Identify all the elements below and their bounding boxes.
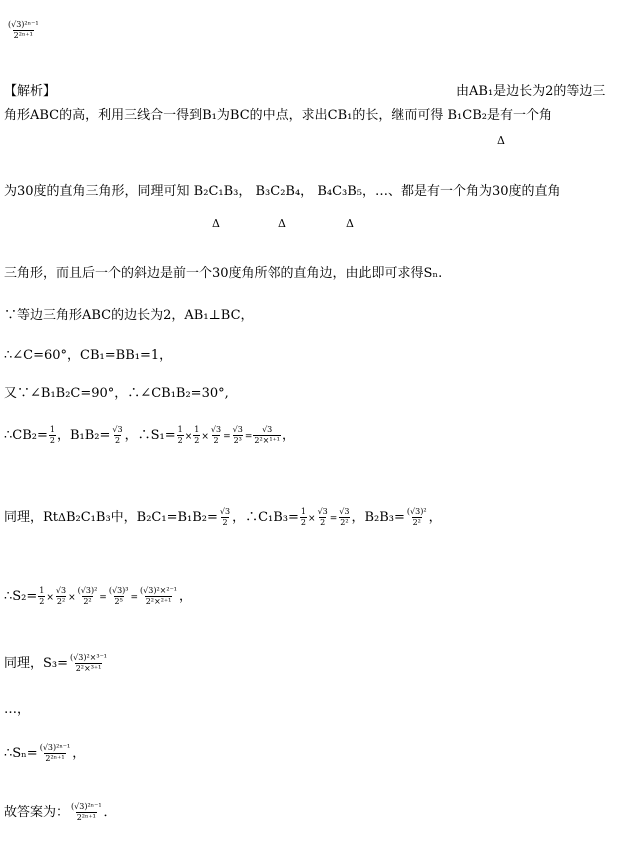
text-c1b3: ，∴C₁B₃= <box>232 510 299 525</box>
triangle-symbol: Δ <box>58 511 66 524</box>
fraction-denominator: 2 <box>194 436 200 445</box>
fraction-denominator: 2⁵ <box>114 597 123 606</box>
fraction-denominator: 2 <box>213 436 219 445</box>
fraction-denominator: 2 <box>49 436 55 445</box>
fraction-numerator: √3 <box>317 507 328 516</box>
proof-line-3: 又∵∠B₁B₂C=90°，∴∠CB₁B₂=30°, <box>4 386 229 401</box>
fraction-numerator: 1 <box>177 425 183 434</box>
proof-line-5: 同理，RtΔB₂C₁B₃中，B₂C₁=B₁B₂= $\frac{√3}{2}$ ，∴C₁B₃= $\frac{1}{2}$ × $\frac{√3}{2}$ = $\frac{√3}{\text{2²}}$ ，B₂B₃= $\frac{\text{(√3)²}}{\text{2²}}$ ， <box>4 507 442 527</box>
fraction-denominator: 2² <box>340 518 349 527</box>
text-sn: ∴Sₙ= <box>4 746 38 761</box>
fraction-numerator: 1 <box>49 425 55 434</box>
text-s2: ∴S₂= <box>4 589 38 604</box>
proof-line-2: ∴∠C=60°，CB₁=BB₁=1， <box>4 348 173 363</box>
fraction-denominator: 2 <box>177 436 183 445</box>
fraction-one-half <box>300 507 307 528</box>
proof-line-10 <box>4 801 117 823</box>
fraction-numerator: (√3)²×²⁻¹ <box>140 586 178 595</box>
fraction-numerator: (√3)²ⁿ⁻¹ <box>71 802 102 811</box>
fraction-denominator: 2²×²⁺¹ <box>145 597 172 606</box>
fraction-root3-over-2 <box>317 507 329 528</box>
fraction-answer <box>70 802 103 823</box>
text-s1: ，∴S₁= <box>124 428 176 443</box>
fraction-denominator: 2 <box>114 436 121 445</box>
triangle-symbol: Δ <box>346 217 354 230</box>
proof-line-7 <box>4 652 109 674</box>
fraction-denominator: 2 <box>300 518 307 527</box>
fraction-denominator: 2 <box>320 518 326 527</box>
top-result-numerator: (√3)²ⁿ⁻¹ <box>8 20 39 29</box>
fraction-denominator: 2²ⁿ⁺¹ <box>76 813 96 822</box>
fraction-s2-a <box>55 586 67 607</box>
punctuation: ， <box>282 428 296 443</box>
top-result-denominator: 2²ⁿ⁺¹ <box>13 31 33 40</box>
fraction-root3-over-2 <box>111 425 123 446</box>
fraction-numerator: 1 <box>39 586 45 595</box>
fraction-numerator: √3 <box>339 507 350 516</box>
text-b2b3: ，B₂B₃= <box>351 510 405 525</box>
fraction-denominator: 2²×¹⁺¹ <box>254 436 280 445</box>
fraction-numerator: (√3)³ <box>108 586 129 595</box>
fraction-s2-b <box>77 586 99 607</box>
fraction-numerator: √3 <box>112 425 123 434</box>
fraction-root3-sq-over-2-sq <box>406 507 428 528</box>
proof-line-8: …， <box>4 702 31 717</box>
analysis-line-4: 三角形，而且后一个的斜边是前一个30度角所邻的直角边，由此即可求得Sₙ. <box>4 266 443 281</box>
proof-line-1: ∵等边三角形ABC的边长为2，AB₁⊥BC， <box>4 308 254 323</box>
fraction-denominator: 2 <box>39 597 45 606</box>
fraction-s1-result <box>253 425 281 446</box>
fraction-denominator: 2 <box>222 518 228 527</box>
fraction-numerator: √3 <box>210 425 222 434</box>
text-cb2: ∴CB₂= <box>4 428 48 443</box>
fraction-numerator: √3 <box>232 425 243 434</box>
fraction-one-half <box>38 586 45 607</box>
fraction-numerator: √3 <box>219 507 231 516</box>
fraction-denominator: 2² <box>56 597 66 606</box>
text-b2c1: B₂C₁B₃中，B₂C₁=B₁B₂= <box>65 510 218 525</box>
punctuation: ， <box>72 746 86 761</box>
fraction-denominator: 2²×³⁺¹ <box>75 664 102 673</box>
fraction-one-half <box>193 425 200 446</box>
analysis-line-3: 为30度的直角三角形，同理可知 B₂C₁B₃， B₃C₂B₄， B₄C₃B₅，…、都是有一个角为30度的直角 <box>4 184 561 199</box>
punctuation: ， <box>179 589 193 604</box>
fraction-numerator: √3 <box>262 425 273 434</box>
fraction-root3-over-2-cubed <box>232 425 244 446</box>
fraction-root3-over-2 <box>219 507 231 528</box>
fraction-denominator: 2² <box>412 518 421 527</box>
punctuation: ． <box>103 805 117 820</box>
fraction-numerator: (√3)² <box>406 507 427 516</box>
fraction-one-half <box>49 425 56 446</box>
fraction-numerator: 1 <box>194 425 200 434</box>
fraction-denominator: 2² <box>83 597 92 606</box>
text-s3: 同理，S₃= <box>4 656 69 671</box>
fraction-root3-over-2 <box>210 425 222 446</box>
fraction-denominator: 2²ⁿ⁺¹ <box>45 754 65 763</box>
fraction-root3-over-2-squared <box>338 507 350 528</box>
triangle-symbol: Δ <box>212 217 220 230</box>
proof-line-6: ∴S₂= $\frac{1}{2}$ × $\frac{√3}{\text{2²}}$ × $\frac{\text{(√3)²}}{\text{2²}}$ = $\frac{\text{(√3)³}}{\text{2⁵}}$ = $\frac{\text{(√3)²×²⁻¹}}{\text{2²×²⁺¹}}$ ， <box>4 586 193 606</box>
fraction-numerator: (√3)² <box>77 586 98 595</box>
triangle-symbol: Δ <box>497 134 505 147</box>
fraction-numerator: √3 <box>55 586 67 595</box>
fraction-s2-c <box>108 586 130 607</box>
proof-line-9 <box>4 742 85 764</box>
proof-line-4: ∴CB₂= $\frac{1}{2}$ ，B₁B₂= $\frac{√3}{2}$ ，∴S₁= $\frac{1}{2}$ × $\frac{1}{2}$ × $\frac{√3}{2}$ = $\frac{√3}{\text{2³}}$ = $\frac{√3}{\text{2²×¹⁺¹}}$ ， <box>4 425 296 445</box>
fraction-numerator: (√3)²×³⁻¹ <box>70 653 107 662</box>
analysis-line-2: 角形ABC的高，利用三线合一得到B₁为BC的中点，求出CB₁的长，继而可得 B₁CB₂是有一个角 <box>4 108 552 123</box>
fraction-denominator: 2³ <box>233 436 242 445</box>
analysis-line-1: 由AB₁是边长为2的等边三 <box>456 84 606 99</box>
triangle-symbol: Δ <box>278 217 286 230</box>
fraction-one-half <box>177 425 184 446</box>
top-result <box>6 20 41 41</box>
fraction-sn <box>39 743 72 764</box>
fraction-s2-d <box>139 586 178 607</box>
punctuation: ， <box>428 510 442 525</box>
text-rt: 同理，Rt <box>4 510 59 525</box>
analysis-header: 【解析】 <box>4 84 57 99</box>
text-b1b2: ，B₁B₂= <box>56 428 111 443</box>
text-answer: 故答案为： <box>4 805 70 820</box>
fraction-s3 <box>69 653 108 674</box>
fraction-numerator: 1 <box>300 507 307 516</box>
fraction-numerator: (√3)²ⁿ⁻¹ <box>39 743 71 752</box>
